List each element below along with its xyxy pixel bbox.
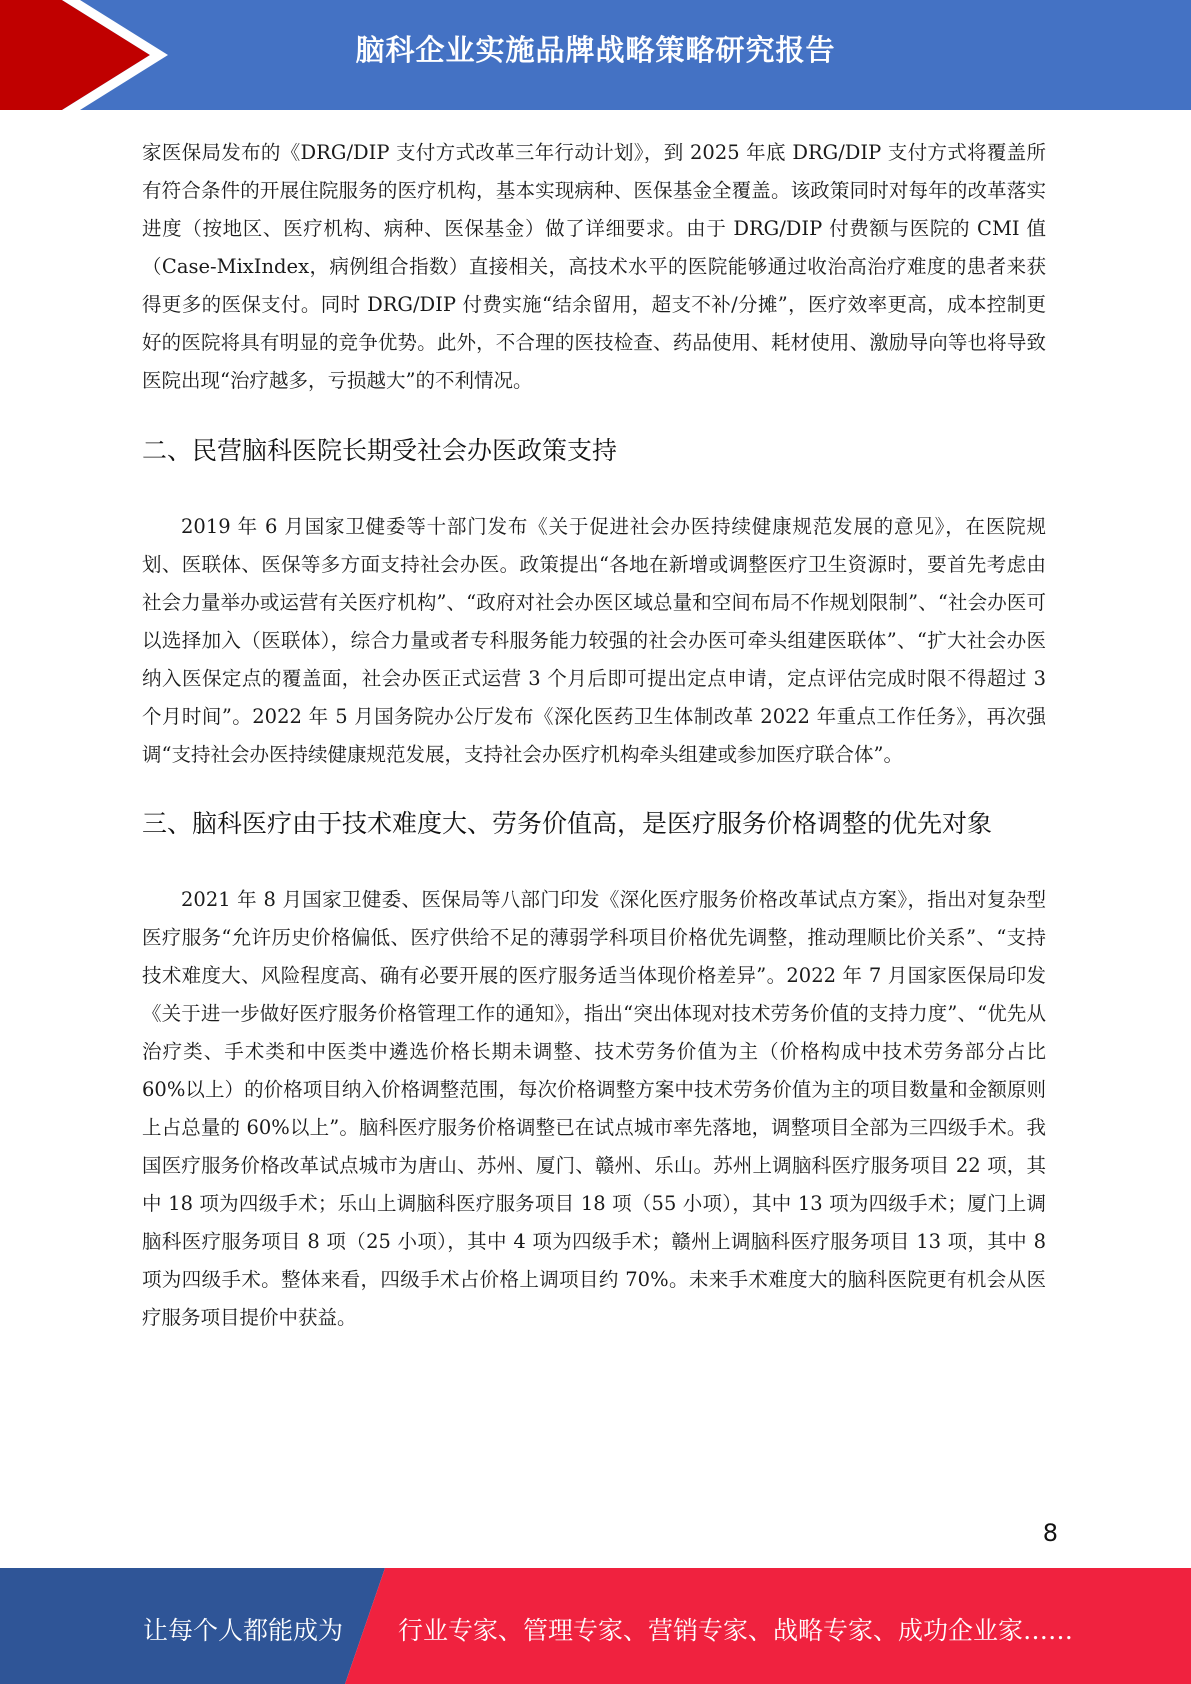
- paragraph-drg-dip: 家医保局发布的《DRG/DIP 支付方式改革三年行动计划》，到 2025 年底 DRG/DIP 支付方式将覆盖所有符合条件的开展住院服务的医疗机构，基本实现病种、医保基金全覆盖。该政策同时对每年的改革落实进度（按地区、医疗机构、病种、医保基金）做了详细要求。由于 DRG/DIP 付费额与医院的 CMI 值（Case-MixIndex，病例组合指数）直接相关，高技术水平的医院能够通过收治高治疗难度的患者来获得更多的医保支付。同时 DRG/DIP 付费实施“结余留用，超支不补/分摊”，医疗效率更高，成本控制更好的医院将具有明显的竞争优势。此外，不合理的医技检查、药品使用、耗材使用、激励导向等也将导致医院出现“治疗越多，亏损越大”的不利情况。: [142, 141, 1046, 392]
- page-footer: [0, 1568, 1191, 1684]
- page-number: 8: [1042, 1519, 1058, 1547]
- report-title: 脑科企业实施品牌战略策略研究报告: [355, 33, 836, 67]
- footer-slogan-right: 行业专家、管理专家、营销专家、战略专家、成功企业家……: [398, 1616, 1074, 1645]
- page-content: [142, 134, 1046, 1337]
- footer-slogan-left: 让每个人都能成为: [143, 1616, 344, 1645]
- section-heading-3: 三、脑科医疗由于技术难度大、劳务价值高，是医疗服务价格调整的优先对象: [142, 809, 993, 838]
- paragraph-price-reform: 2021 年 8 月国家卫健委、医保局等八部门印发《深化医疗服务价格改革试点方案》，指出对复杂型医疗服务“允许历史价格偏低、医疗供给不足的薄弱学科项目价格优先调整，推动理顺比价关系”、“支持技术难度大、风险程度高、确有必要开展的医疗服务适当体现价格差异”。2022 年 7 月国家医保局印发《关于进一步做好医疗服务价格管理工作的通知》，指出“突出体现对技术劳务价值的支持力度”、“优先从治疗类、手术类和中医类中遴选价格长期未调整、技术劳务价值为主（价格构成中技术劳务部分占比 60%以上）的价格项目纳入价格调整范围，每次价格调整方案中技术劳务价值为主的项目数量和金额原则上占总量的 60%以上”。脑科医疗服务价格调整已在试点城市率先落地，调整项目全部为三四级手术。我国医疗服务价格改革试点城市为唐山、苏州、厦门、赣州、乐山。苏州上调脑科医疗服务项目 22 项，其中 18 项为四级手术；乐山上调脑科医疗服务项目 18 项（55 小项），其中 13 项为四级手术；厦门上调脑科医疗服务项目 8 项（25 小项），其中 4 项为四级手术；赣州上调脑科医疗服务项目 13 项，其中 8 项为四级手术。整体来看，四级手术占价格上调项目约 70%。未来手术难度大的脑科医院更有机会从医疗服务项目提价中获益。: [142, 888, 1046, 1329]
- paragraph-social-medical: 2019 年 6 月国家卫健委等十部门发布《关于促进社会办医持续健康规范发展的意见》，在医院规划、医联体、医保等多方面支持社会办医。政策提出“各地在新增或调整医疗卫生资源时，要首先考虑由社会力量举办或运营有关医疗机构”、“政府对社会办医区域总量和空间布局不作规划限制”、“社会办医可以选择加入（医联体），综合力量或者专科服务能力较强的社会办医可牵头组建医联体”、“扩大社会办医纳入医保定点的覆盖面，社会办医正式运营 3 个月后即可提出定点申请，定点评估完成时限不得超过 3 个月时间”。2022 年 5 月国务院办公厅发布《深化医药卫生体制改革 2022 年重点工作任务》，再次强调“支持社会办医持续健康规范发展，支持社会办医疗机构牵头组建或参加医疗联合体”。: [142, 515, 1046, 766]
- section-heading-2: 二、民营脑科医院长期受社会办医政策支持: [142, 436, 618, 465]
- page-header: [0, 0, 1191, 110]
